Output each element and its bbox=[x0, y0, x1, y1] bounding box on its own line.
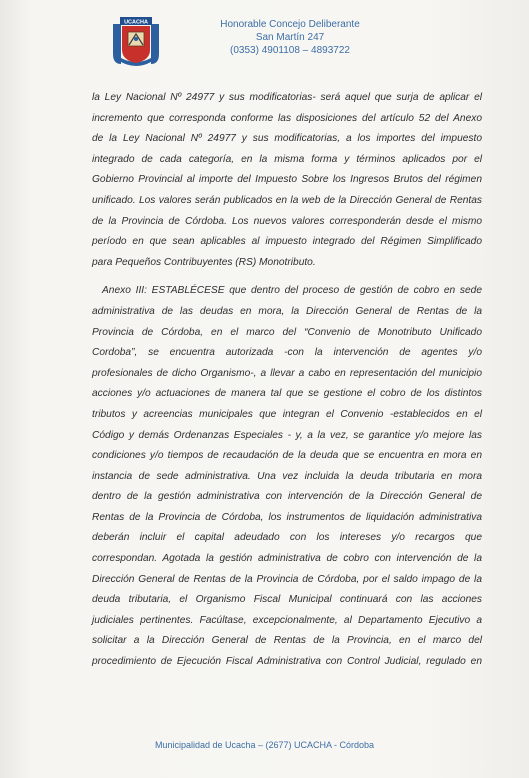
text-line: deuda tributaria, el Organismo Fiscal Municipal continuará con las acciones bbox=[92, 594, 482, 606]
letterhead-institution: Honorable Concejo Deliberante bbox=[220, 19, 360, 30]
municipal-coat-of-arms-logo bbox=[107, 14, 165, 68]
text-line: período en que sean aplicables al impuesto integrado del Régimen Simplificado bbox=[92, 236, 482, 248]
text-line: la Ley Nacional Nº 24977 y sus modificatorias- será aquel que surja de aplicar el bbox=[92, 92, 482, 103]
text-line: deberán incluir el capital adeudado con los intereses y/o recargos que bbox=[92, 532, 482, 544]
letterhead-address: San Martín 247 bbox=[255, 32, 325, 43]
letterhead-phone: (0353) 4901108 – 4893722 bbox=[230, 45, 350, 56]
paragraph-1 bbox=[92, 88, 482, 273]
letterhead bbox=[205, 18, 375, 57]
text-line: Código y demás Ordenanzas Especiales - y, a la vez, se garantice y/o mejore las bbox=[92, 429, 482, 441]
text-line: Anexo III: ESTABLÉCESE que dentro del proceso de gestión de cobro en sede bbox=[102, 285, 482, 297]
text-line: instancia de sede administrativa. Una vez incluida la deuda tributaria en mora bbox=[92, 470, 482, 482]
text-line: integrado de cada categoría, en la misma forma y términos aplicados por el bbox=[92, 153, 482, 165]
text-line: de la Ley Nacional Nº 24977 y sus modificatorias, a los importes del impuesto bbox=[92, 133, 482, 145]
text-line: administrativa de las deudas en mora, la Dirección General de Rentas de la bbox=[92, 305, 482, 317]
text-line: Rentas de la Provincia de Córdoba, los instrumentos de liquidación administrativa bbox=[92, 511, 482, 523]
text-line: incremento que corresponda conforme las disposiciones del artículo 52 del Anexo bbox=[92, 112, 482, 124]
text-line: tributos y acreencias municipales que integran el Convenio -establecidos en el bbox=[92, 408, 482, 420]
text-line: judiciales pertinentes. Facúltase, excepcionalmente, al Departamento Ejecutivo a bbox=[92, 614, 482, 626]
text-line: solicitar a la Dirección General de Rentas de la Provincia, en el marco del bbox=[92, 635, 482, 647]
text-line: condiciones y/o tiempos de recaudación de la deuda que se encuentra en mora en bbox=[92, 450, 482, 462]
text-line: Gobierno Provincial al importe del Impuesto Sobre los Ingresos Brutos del régimen bbox=[92, 174, 482, 186]
logo-banner-text: UCACHA bbox=[124, 19, 148, 26]
text-line: de la Provincia de Córdoba. Los nuevos valores corresponderán desde el mismo bbox=[92, 215, 482, 227]
page-footer: Municipalidad de Ucacha – (2677) UCACHA - Córdoba bbox=[154, 740, 375, 750]
text-line: dentro de la gestión administrativa con intervención de la Dirección General de bbox=[92, 491, 482, 503]
paragraph-anexo-iii bbox=[92, 281, 482, 672]
text-line: acciones y/o actuaciones de manera tal que se gestione el cobro de los distintos bbox=[92, 388, 482, 400]
text-line: Provincia de Córdoba, en el marco del “Convenio de Monotributo Unificado bbox=[92, 326, 482, 338]
text-line: procedimiento de Ejecución Fiscal Administrativa con Control Judicial, regulado en bbox=[92, 656, 482, 668]
text-line: Cordoba”, se encuentra autorizada -con la intervención de agentes y/o bbox=[92, 347, 482, 359]
text-line: correspondan. Agotada la gestión administrativa de cobro con intervención de la bbox=[92, 553, 482, 565]
text-line: profesionales de dicho Organismo-, a llevar a cabo en representación del municipio bbox=[92, 367, 482, 379]
text-line: unificado. Los valores serán publicados en la web de la Dirección General de Rentas bbox=[92, 194, 482, 206]
document-body bbox=[92, 88, 482, 673]
text-line: para Pequeños Contribuyentes (RS) Monotributo. bbox=[92, 256, 316, 268]
text-line: Dirección General de Rentas de la Provincia de Córdoba, por el saldo impago de la bbox=[92, 573, 482, 585]
